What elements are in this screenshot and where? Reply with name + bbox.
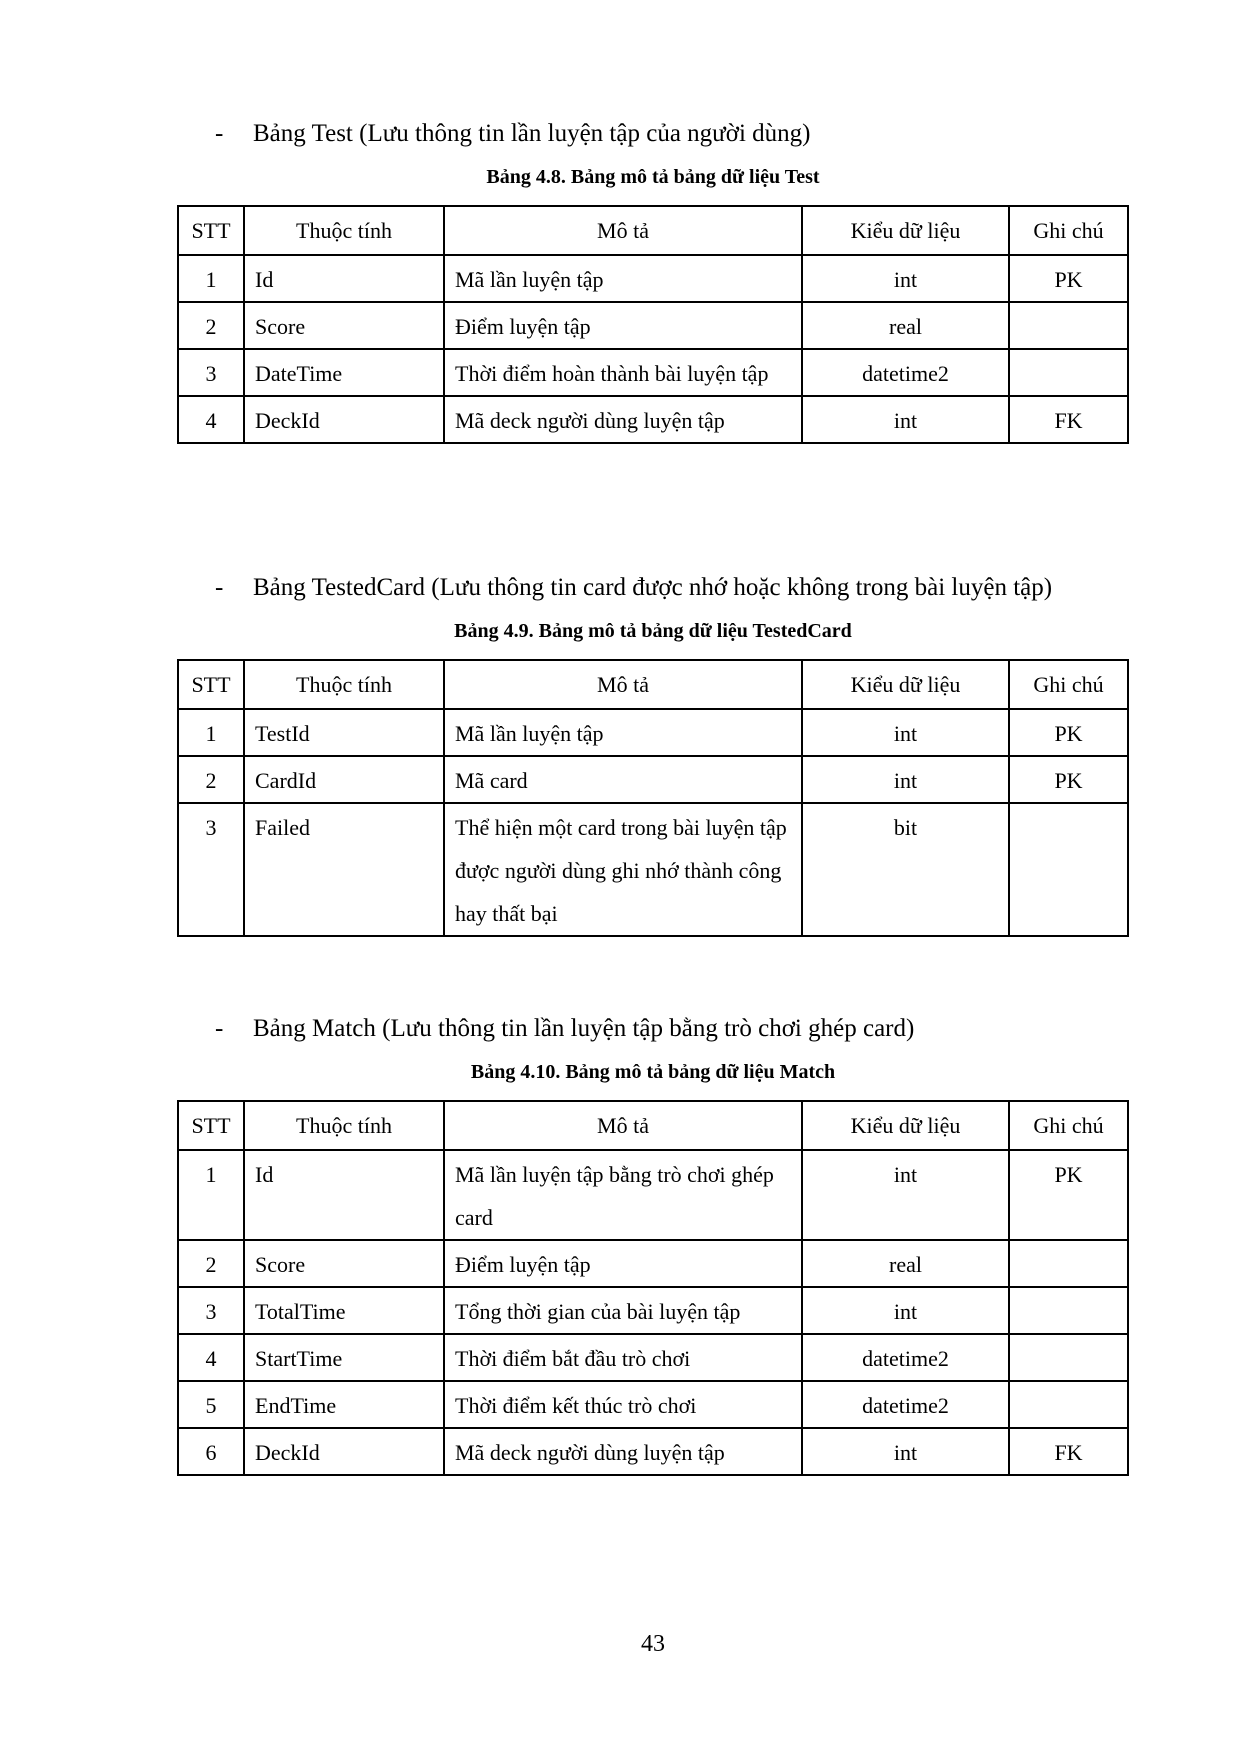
header-attribute: Thuộc tính (244, 1101, 444, 1150)
cell-note (1009, 1381, 1128, 1428)
cell-attribute: TotalTime (244, 1287, 444, 1334)
header-note: Ghi chú (1009, 1101, 1128, 1150)
cell-description: Điểm luyện tập (444, 302, 802, 349)
cell-attribute: Score (244, 302, 444, 349)
cell-data-type: int (802, 255, 1009, 302)
bullet-dash: - (215, 1015, 224, 1042)
cell-attribute: EndTime (244, 1381, 444, 1428)
cell-stt: 5 (178, 1381, 244, 1428)
header-attribute: Thuộc tính (244, 206, 444, 255)
cell-note (1009, 349, 1128, 396)
cell-stt: 4 (178, 1334, 244, 1381)
table-row (178, 1287, 1128, 1334)
header-stt: STT (178, 660, 244, 709)
table-match (177, 1100, 1129, 1476)
header-stt: STT (178, 1101, 244, 1150)
section-heading-text: Bảng TestedCard (Lưu thông tin card được nhớ hoặc không trong bài luyện tập) (253, 574, 1053, 601)
cell-stt: 1 (178, 255, 244, 302)
table-row (178, 1428, 1128, 1475)
cell-stt: 3 (178, 1287, 244, 1334)
cell-data-type: real (802, 302, 1009, 349)
cell-note: PK (1009, 255, 1128, 302)
cell-data-type: bit (802, 803, 1009, 936)
header-description: Mô tả (444, 660, 802, 709)
table-row (178, 396, 1128, 443)
cell-attribute: Id (244, 255, 444, 302)
table-row (178, 1150, 1128, 1240)
section-heading-testedcard (215, 573, 1052, 603)
header-data-type: Kiểu dữ liệu (802, 206, 1009, 255)
cell-note: PK (1009, 756, 1128, 803)
cell-data-type: real (802, 1240, 1009, 1287)
cell-data-type: datetime2 (802, 1381, 1009, 1428)
cell-attribute: Id (244, 1150, 444, 1240)
header-stt: STT (178, 206, 244, 255)
cell-note (1009, 1334, 1128, 1381)
cell-note: FK (1009, 1428, 1128, 1475)
cell-data-type: int (802, 756, 1009, 803)
table-row (178, 1240, 1128, 1287)
cell-attribute: DeckId (244, 1428, 444, 1475)
section-heading-text: Bảng Test (Lưu thông tin lần luyện tập của người dùng) (253, 120, 811, 147)
cell-attribute: StartTime (244, 1334, 444, 1381)
cell-description: Thể hiện một card trong bài luyện tập được người dùng ghi nhớ thành công hay thất bại (444, 803, 802, 936)
header-description: Mô tả (444, 206, 802, 255)
table-row (178, 255, 1128, 302)
header-data-type: Kiểu dữ liệu (802, 1101, 1009, 1150)
cell-data-type: datetime2 (802, 1334, 1009, 1381)
cell-description: Tổng thời gian của bài luyện tập (444, 1287, 802, 1334)
table-testedcard (177, 659, 1129, 937)
table-row (178, 349, 1128, 396)
cell-stt: 3 (178, 803, 244, 936)
header-note: Ghi chú (1009, 660, 1128, 709)
cell-data-type: int (802, 709, 1009, 756)
header-attribute: Thuộc tính (244, 660, 444, 709)
cell-attribute: DateTime (244, 349, 444, 396)
section-heading-text: Bảng Match (Lưu thông tin lần luyện tập bằng trò chơi ghép card) (253, 1015, 915, 1042)
section-heading-match (215, 1014, 914, 1044)
bullet-dash: - (215, 120, 224, 147)
cell-note (1009, 302, 1128, 349)
cell-data-type: int (802, 1428, 1009, 1475)
table-header-row (178, 660, 1128, 709)
cell-stt: 2 (178, 302, 244, 349)
cell-data-type: int (802, 396, 1009, 443)
cell-data-type: int (802, 1287, 1009, 1334)
table-row (178, 756, 1128, 803)
table-caption-test: Bảng 4.8. Bảng mô tả bảng dữ liệu Test (486, 166, 820, 188)
cell-note (1009, 803, 1128, 936)
cell-stt: 4 (178, 396, 244, 443)
cell-description: Thời điểm bắt đầu trò chơi (444, 1334, 802, 1381)
table-caption-testedcard: Bảng 4.9. Bảng mô tả bảng dữ liệu TestedCard (454, 620, 852, 642)
cell-attribute: CardId (244, 756, 444, 803)
table-row (178, 302, 1128, 349)
cell-stt: 2 (178, 756, 244, 803)
cell-attribute: Score (244, 1240, 444, 1287)
cell-stt: 1 (178, 709, 244, 756)
bullet-dash: - (215, 574, 224, 601)
table-row (178, 1381, 1128, 1428)
cell-stt: 3 (178, 349, 244, 396)
cell-description: Mã deck người dùng luyện tập (444, 396, 802, 443)
cell-description: Mã lần luyện tập (444, 255, 802, 302)
cell-note (1009, 1240, 1128, 1287)
cell-description: Mã card (444, 756, 802, 803)
cell-note: FK (1009, 396, 1128, 443)
table-row (178, 709, 1128, 756)
cell-stt: 6 (178, 1428, 244, 1475)
table-header-row (178, 1101, 1128, 1150)
section-heading-test (215, 119, 810, 149)
table-caption-match: Bảng 4.10. Bảng mô tả bảng dữ liệu Match (470, 1061, 836, 1083)
cell-stt: 2 (178, 1240, 244, 1287)
cell-description: Thời điểm hoàn thành bài luyện tập (444, 349, 802, 396)
cell-description: Mã lần luyện tập bằng trò chơi ghép card (444, 1150, 802, 1240)
cell-stt: 1 (178, 1150, 244, 1240)
cell-note: PK (1009, 1150, 1128, 1240)
table-row (178, 803, 1128, 936)
page-number: 43 (641, 1631, 665, 1657)
cell-description: Mã lần luyện tập (444, 709, 802, 756)
cell-attribute: TestId (244, 709, 444, 756)
table-header-row (178, 206, 1128, 255)
cell-data-type: int (802, 1150, 1009, 1240)
cell-note (1009, 1287, 1128, 1334)
table-test (177, 205, 1129, 444)
table-row (178, 1334, 1128, 1381)
cell-description: Thời điểm kết thúc trò chơi (444, 1381, 802, 1428)
cell-attribute: Failed (244, 803, 444, 936)
cell-description: Điểm luyện tập (444, 1240, 802, 1287)
cell-note: PK (1009, 709, 1128, 756)
header-description: Mô tả (444, 1101, 802, 1150)
header-data-type: Kiểu dữ liệu (802, 660, 1009, 709)
header-note: Ghi chú (1009, 206, 1128, 255)
cell-data-type: datetime2 (802, 349, 1009, 396)
cell-description: Mã deck người dùng luyện tập (444, 1428, 802, 1475)
cell-attribute: DeckId (244, 396, 444, 443)
